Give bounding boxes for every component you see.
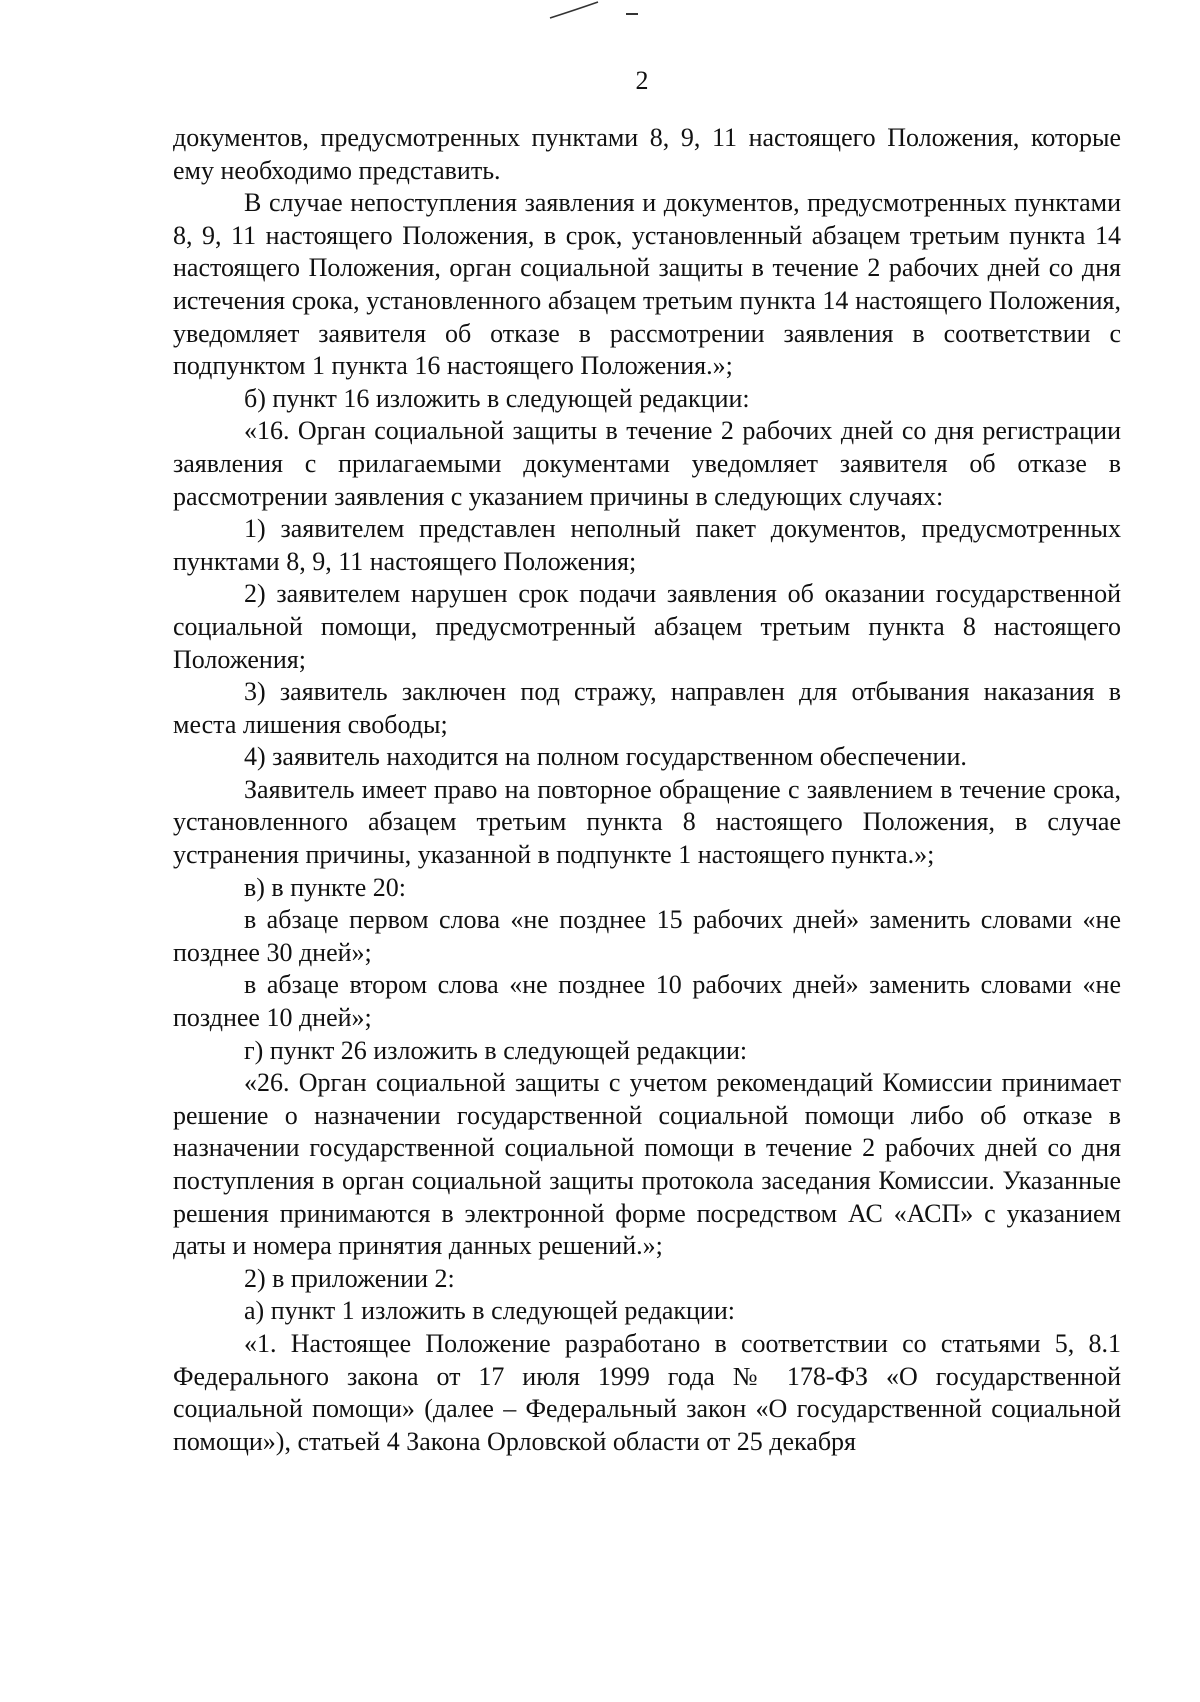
list-item: 4) заявитель находится на полном государственном обеспечении.: [244, 742, 967, 772]
paragraph: в абзаце первом слова «не позднее 15 рабочих дней» заменить словами «не позднее 30 дней»;: [173, 905, 1121, 967]
paragraph: в) в пункте 20:: [244, 872, 406, 902]
list-item: 3) заявитель заключен под стражу, направлен для отбывания наказания в места лишения свободы;: [173, 677, 1121, 739]
scan-artifact-mark: [540, 0, 660, 30]
list-item: 2) заявителем нарушен срок подачи заявления об оказании государственной социальной помощи, предусмотренный абзацем третьим пункта 8 настоящего Положения;: [173, 579, 1121, 674]
document-body: [173, 122, 1121, 1458]
paragraph: б) пункт 16 изложить в следующей редакции:: [244, 383, 750, 413]
paragraph: г) пункт 26 изложить в следующей редакции:: [244, 1035, 748, 1065]
list-item: 1) заявителем представлен неполный пакет документов, предусмотренных пунктами 8, 9, 11 настоящего Положения;: [173, 514, 1121, 576]
paragraph: «26. Орган социальной защиты с учетом рекомендаций Комиссии принимает решение о назначении государственной социальной помощи либо об отказе в назначении государственной социальной помощи в течение 2 рабочих дней со дня поступления в орган социальной защиты протокола заседания Комиссии. Указанные решения принимаются в электронной форме посредством АС «АСП» с указанием даты и номера принятия данных решений.»;: [173, 1068, 1121, 1261]
paragraph: в абзаце втором слова «не позднее 10 рабочих дней» заменить словами «не позднее 10 дней»;: [173, 970, 1121, 1033]
page-number: 2: [635, 66, 649, 95]
paragraph: а) пункт 1 изложить в следующей редакции:: [244, 1296, 735, 1326]
paragraph: 2) в приложении 2:: [244, 1263, 455, 1293]
paragraph: Заявитель имеет право на повторное обращение с заявлением в течение срока, установленного абзацем третьим пункта 8 настоящего Положения, в случае устранения причины, указанной в подпункте 1 настоящего пункта.»;: [173, 774, 1121, 870]
paragraph: В случае непоступления заявления и документов, предусмотренных пунктами 8, 9, 11 настоящего Положения, в срок, установленный абзацем третьим пункта 14 настоящего Положения, орган социальной защиты в течение 2 рабочих дней со дня истечения срока, установленного абзацем третьим пункта 14 настоящего Положения, уведомляет заявителя об отказе в рассмотрении заявления в соответствии с подпунктом 1 пункта 16 настоящего Положения.»;: [173, 188, 1121, 381]
paragraph: «1. Настоящее Положение разработано в соответствии со статьями 5, 8.1 Федерального закона от 17 июля 1999 года № 178-ФЗ «О государственной социальной помощи» (далее – Федеральный закон «О государственной социальной помощи»), статьей 4 Закона Орловской области от 25 декабря: [173, 1328, 1121, 1456]
paragraph: «16. Орган социальной защиты в течение 2 рабочих дней со дня регистрации заявления с прилагаемыми документами уведомляет заявителя об отказе в рассмотрении заявления с указанием причины в следующих случаях:: [173, 416, 1121, 511]
paragraph-continuation: документов, предусмотренных пунктами 8, 9, 11 настоящего Положения, которые ему необходимо представить.: [173, 123, 1121, 185]
